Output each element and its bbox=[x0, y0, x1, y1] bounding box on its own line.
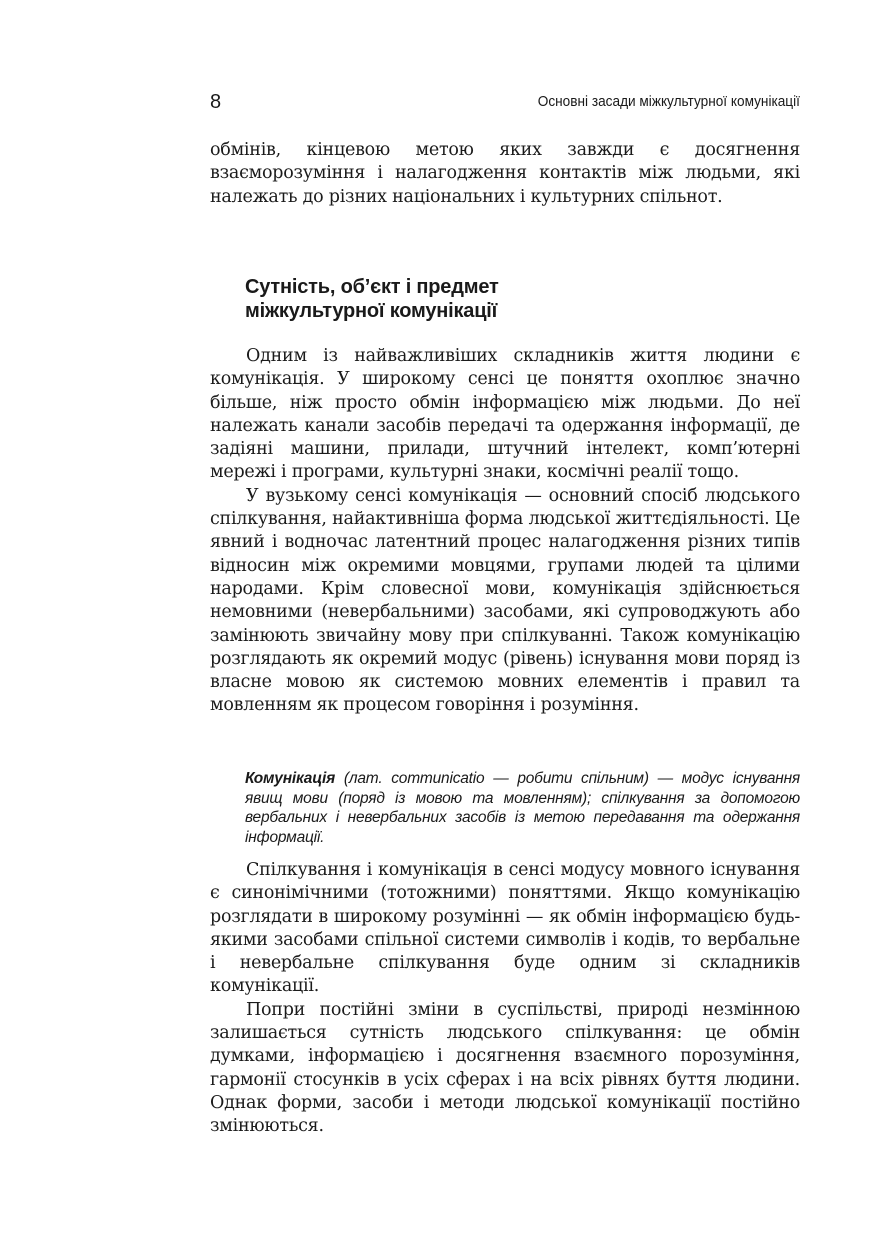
paragraph: обмінів, кінцевою метою яких завжди є досягнення взаєморозуміння і налагодження контактів між людьми, які належать до різних національних і культурних спільнот. bbox=[210, 140, 800, 207]
section-heading-line: Сутність, об’єкт і предмет bbox=[245, 276, 499, 298]
body-text-after-definition bbox=[210, 859, 800, 1139]
body-text-before-definition bbox=[210, 345, 800, 718]
section-heading-line: міжкультурної комунікації bbox=[245, 299, 498, 322]
intro-text bbox=[210, 139, 800, 209]
paragraph: Спілкування і комунікація в сенсі модусу мовного існування є синонімічними (тотожними) поняттями. Якщо комунікацію розглядати в широкому розумінні — як обмін інформацією будь-якими засобами спільної системи символів і кодів, то вербальне і невербальне спілкування буде одним зі складників комунікації. bbox=[210, 860, 800, 997]
definition-term: Комунікація bbox=[245, 770, 336, 787]
definition-box bbox=[245, 769, 800, 847]
definition-text: (лат. communicatio — робити спільним) — модус існування явищ мови (поряд із мовою та мовленням); спілкування за допомогою вербальних і невербальних засобів із метою передавання та одержання інформації. bbox=[245, 770, 800, 846]
paragraph: У вузькому сенсі комунікація — основний спосіб людського спілкування, найактивніша форма людської життєдіяльності. Це явний і водночас латентний процес налагодження різних типів відносин між окремими мовцями, групами людей та цілими народами. Крім словесної мови, комунікація здійснюється немовними (невербальними) засобами, які супроводжують або замінюють звичайну мову при спілкуванні. Також комунікацію розглядають як окремий модус (рівень) існування мови поряд із власне мовою як системою мовних елементів і правил та мовленням як процесом говоріння і розуміння. bbox=[210, 485, 800, 716]
section-heading bbox=[245, 276, 745, 323]
paragraph: Одним із найважливіших складників життя людини є комунікація. У широкому сенсі це поняття охоплює значно більше, ніж просто обмін інформацією між людьми. До неї належать канали засобів передачі та одержання інформації, де задіяні машини, прилади, штучний інтелект, комп’ютерні мережі і програми, культурні знаки, космічні реалії тощо. bbox=[210, 346, 800, 483]
page-number: 8 bbox=[210, 91, 222, 113]
paragraph: Попри постійні зміни в суспільстві, природі незмінною залишається сутність людського спілкування: це обмін думками, інформацією і досягнення взаємного порозуміння, гармонії стосунків в усіх сферах і на всіх рівнях буття людини. Однак форми, засоби і методи людської комунікації постійно змінюються. bbox=[210, 999, 800, 1137]
running-head: Основні засади міжкультурної комунікації bbox=[537, 94, 800, 110]
